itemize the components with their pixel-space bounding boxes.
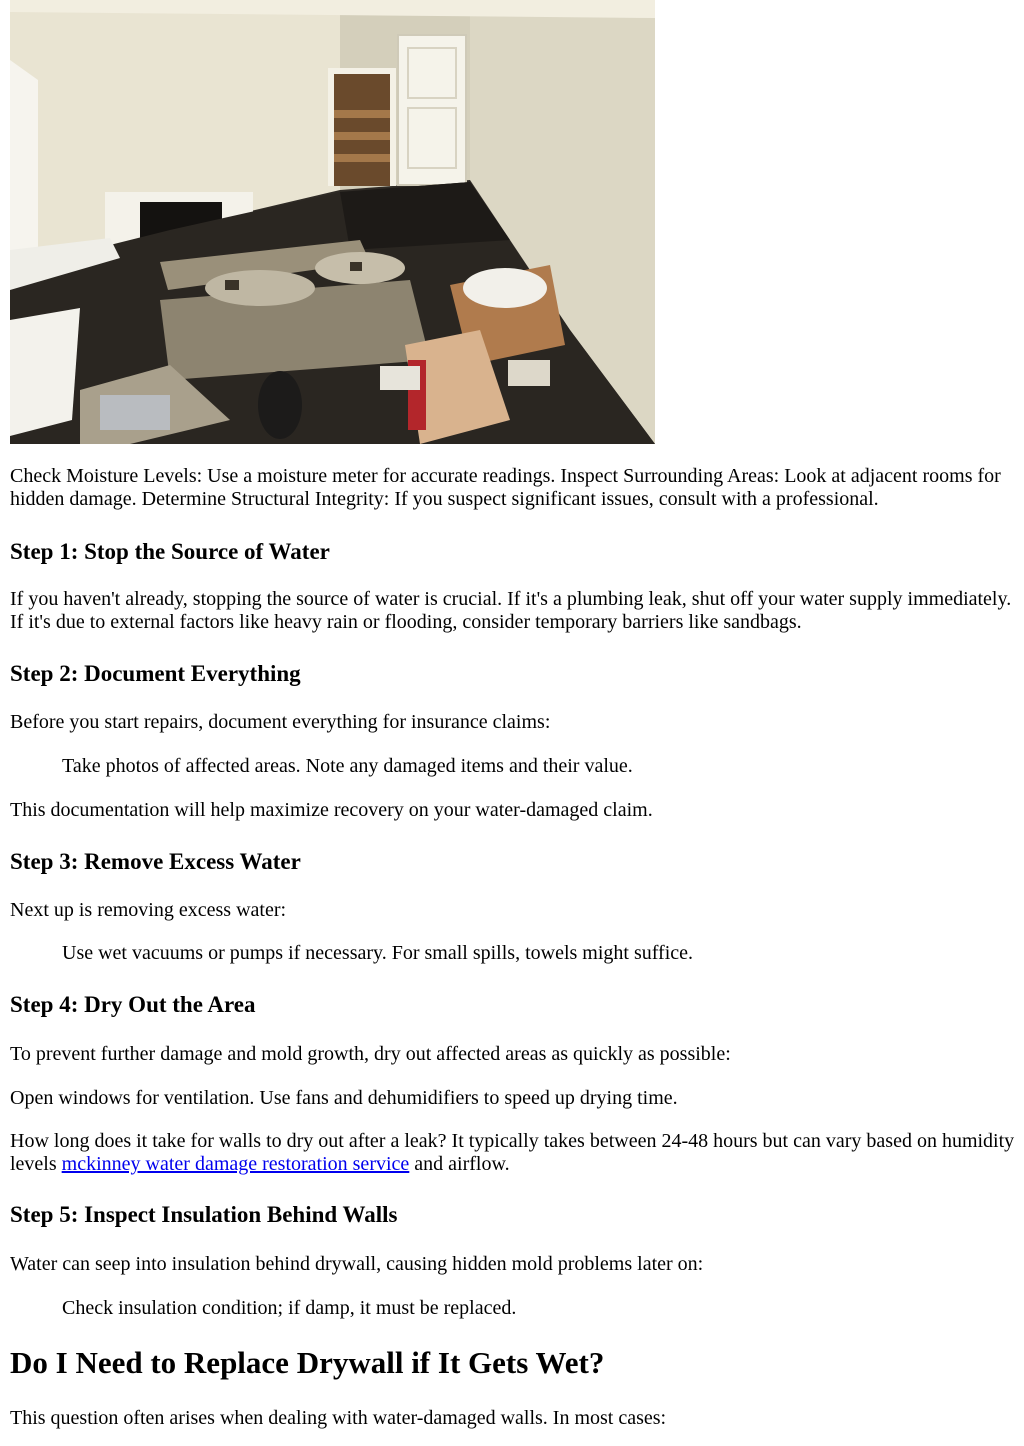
- step5-heading: Step 5: Inspect Insulation Behind Walls: [10, 1202, 398, 1227]
- step1-heading: Step 1: Stop the Source of Water: [10, 539, 330, 564]
- step4-intro: To prevent further damage and mold growth, dry out affected areas as quickly as possible:: [10, 1043, 731, 1065]
- step3-blockquote: Use wet vacuums or pumps if necessary. For small spills, towels might suffice.: [62, 942, 694, 964]
- step1-paragraph: If you haven't already, stopping the source of water is crucial. If it's a plumbing leak, shut off your water supply immediately. If it's due to external factors like heavy rain or flooding, consider temporary barriers like sandbags.: [10, 588, 1012, 633]
- step2-intro: Before you start repairs, document everything for insurance claims:: [10, 711, 551, 733]
- step4-question-text: How long does it take for walls to dry out after a leak? It typically takes between 24-48 hours but can vary based on humidity levels: [10, 1130, 1015, 1175]
- step5-intro: Water can seep into insulation behind drywall, causing hidden mold problems later on:: [10, 1253, 704, 1275]
- step3-heading: Step 3: Remove Excess Water: [10, 849, 301, 874]
- flooded-basement-photo: [10, 0, 655, 444]
- intro-paragraph: Check Moisture Levels: Use a moisture meter for accurate readings. Inspect Surrounding Areas: Look at adjacent rooms for hidden damage. Determine Structural Integrity: If you suspect significant issues, consult with a professional.: [10, 465, 1001, 510]
- step2-blockquote: Take photos of affected areas. Note any damaged items and their value.: [62, 755, 633, 777]
- step2-outro: This documentation will help maximize recovery on your water-damaged claim.: [10, 799, 653, 821]
- step4-tips: Open windows for ventilation. Use fans and dehumidifiers to speed up drying time.: [10, 1087, 678, 1109]
- step3-intro: Next up is removing excess water:: [10, 899, 287, 921]
- drywall-heading: Do I Need to Replace Drywall if It Gets Wet?: [10, 1345, 605, 1380]
- step4-question-paragraph: [10, 1130, 1015, 1176]
- step4-heading: Step 4: Dry Out the Area: [10, 992, 256, 1017]
- drywall-intro: This question often arises when dealing with water-damaged walls. In most cases:: [10, 1407, 667, 1429]
- step4-question-end: and airflow.: [409, 1153, 510, 1175]
- step2-heading: Step 2: Document Everything: [10, 661, 301, 686]
- step5-blockquote: Check insulation condition; if damp, it must be replaced.: [62, 1297, 517, 1319]
- restoration-service-link[interactable]: mckinney water damage restoration service: [61, 1153, 410, 1175]
